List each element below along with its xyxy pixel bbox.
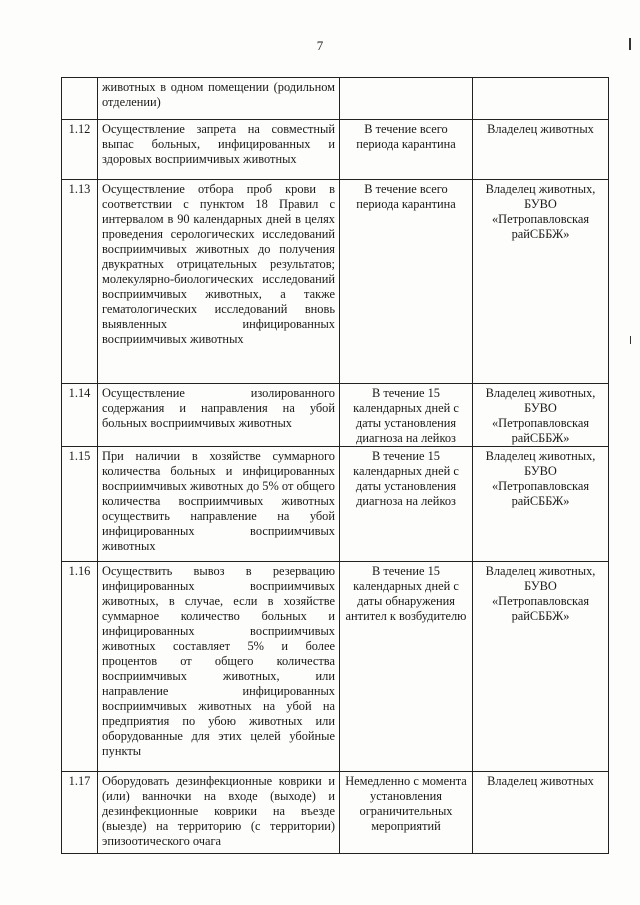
table-row <box>62 562 609 772</box>
measure-responsible: Владелец животных, БУВО «Петропавловская райСББЖ» <box>473 180 609 384</box>
table-row <box>62 447 609 562</box>
measure-responsible: Владелец животных <box>473 772 609 854</box>
measure-term: В течение всего периода карантина <box>340 120 473 180</box>
measure-term: Немедленно с момента установления ограничительных мероприятий <box>340 772 473 854</box>
measure-text: Осуществление отбора проб крови в соответствии с пунктом 18 Правил с интервалом в 90 календарных дней в целях проведения серологических исследований восприимчивых животных до получения двукратных отрицательных результатов; молекулярно-биологических исследований восприимчивых животных, а также гематологических исследований вновь выявленных инфицированных восприимчивых животных <box>98 180 340 384</box>
table-row <box>62 384 609 447</box>
measure-term <box>340 78 473 120</box>
table-row <box>62 772 609 854</box>
scan-edge-mark <box>629 38 631 50</box>
measure-responsible: Владелец животных <box>473 120 609 180</box>
table-row <box>62 78 609 120</box>
scan-edge-mark <box>630 336 631 344</box>
measure-text: Осуществление изолированного содержания и направления на убой больных восприимчивых животных <box>98 384 340 447</box>
table-row <box>62 180 609 384</box>
table-row <box>62 120 609 180</box>
measure-text: животных в одном помещении (родильном отделении) <box>98 78 340 120</box>
row-number <box>62 78 98 120</box>
row-number: 1.14 <box>62 384 98 447</box>
measure-responsible: Владелец животных, БУВО «Петропавловская райСББЖ» <box>473 562 609 772</box>
measure-term: В течение 15 календарных дней с даты установления диагноза на лейкоз <box>340 384 473 447</box>
measure-text: Осуществить вывоз в резервацию инфицированных восприимчивых животных, в случае, если в хозяйстве суммарное количество больных и инфицированных восприимчивых животных составляет 5% и более процентов от общего количества восприимчивых животных, или направление инфицированных восприимчивых животных на убой на предприятия по убою животных или оборудованные для этих целей убойные пункты <box>98 562 340 772</box>
measure-term: В течение 15 календарных дней с даты установления диагноза на лейкоз <box>340 447 473 562</box>
row-number: 1.12 <box>62 120 98 180</box>
measure-text: При наличии в хозяйстве суммарного количества больных и инфицированных восприимчивых животных до 5% от общего количества восприимчивых животных осуществить направление на убой инфицированных восприимчивых животных <box>98 447 340 562</box>
page-number: 7 <box>316 38 324 53</box>
measure-text: Осуществление запрета на совместный выпас больных, инфицированных и здоровых восприимчивых животных <box>98 120 340 180</box>
measure-term: В течение всего периода карантина <box>340 180 473 384</box>
row-number: 1.15 <box>62 447 98 562</box>
row-number: 1.17 <box>62 772 98 854</box>
measure-text: Оборудовать дезинфекционные коврики и (или) ванночки на входе (выходе) и дезинфекционные коврики на въезде (выезде) на территорию (с территории) эпизоотического очага <box>98 772 340 854</box>
row-number: 1.16 <box>62 562 98 772</box>
measure-responsible: Владелец животных, БУВО «Петропавловская райСББЖ» <box>473 447 609 562</box>
measure-responsible <box>473 78 609 120</box>
measures-table <box>61 77 609 854</box>
measure-term: В течение 15 календарных дней с даты обнаружения антител к возбудителю <box>340 562 473 772</box>
measure-responsible: Владелец животных, БУВО «Петропавловская райСББЖ» <box>473 384 609 447</box>
row-number: 1.13 <box>62 180 98 384</box>
